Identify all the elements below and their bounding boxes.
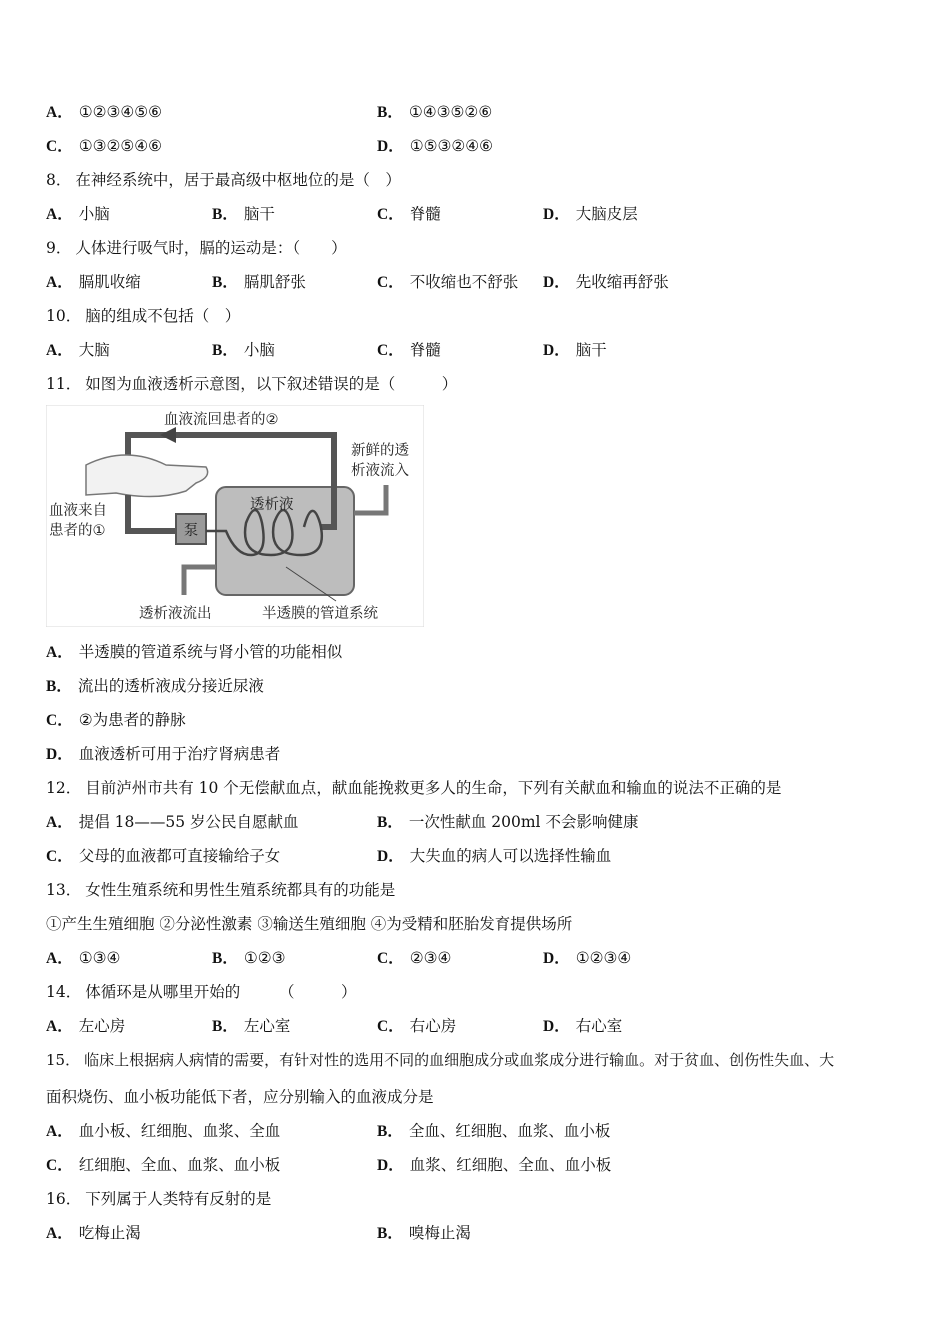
- dialysis-diagram: [46, 405, 424, 627]
- label-blood-return: 血液流回患者的②: [164, 412, 279, 428]
- option-label: B．: [377, 1123, 403, 1140]
- q12-stem: [46, 778, 781, 798]
- q15-stem-line1: [46, 1050, 834, 1070]
- q8-option-c: [377, 204, 441, 225]
- q16-stem: [46, 1189, 271, 1209]
- option-label: A．: [46, 950, 73, 967]
- option-label: B．: [212, 342, 238, 359]
- question-text: 在神经系统中，居于最高级中枢地位的是（ ）: [75, 171, 401, 189]
- option-text: ①③②⑤④⑥: [78, 137, 163, 155]
- question-number: 10．: [46, 307, 82, 325]
- option-text: 大失血的病人可以选择性输血: [409, 847, 612, 865]
- option-text: 小脑: [243, 341, 275, 359]
- q13-stem: [46, 880, 395, 900]
- q15-option-b: [377, 1121, 610, 1142]
- label-membrane: 半透膜的管道系统: [262, 606, 378, 622]
- q14-option-b: [212, 1016, 290, 1037]
- option-label: A．: [46, 1123, 73, 1140]
- option-text: 流出的透析液成分接近尿液: [77, 677, 264, 695]
- q14-option-a: [46, 1016, 125, 1037]
- question-number: 13．: [46, 881, 82, 899]
- option-label: B．: [212, 950, 238, 967]
- q13-option-d: [543, 948, 631, 969]
- option-text: ①③④: [78, 949, 121, 967]
- option-label: A．: [46, 1225, 73, 1242]
- q8-stem: [46, 170, 401, 190]
- q16-option-a: [46, 1223, 141, 1244]
- question-number: 9．: [46, 239, 72, 257]
- option-text: ①⑤③②④⑥: [409, 137, 494, 155]
- option-text: 大脑: [78, 341, 110, 359]
- label-outflow: 透析液流出: [139, 606, 212, 622]
- option-label: A．: [46, 644, 73, 661]
- option-label: A．: [46, 206, 73, 223]
- option-label: C．: [46, 1157, 73, 1174]
- option-text: 膈肌舒张: [243, 273, 306, 291]
- option-label: D．: [543, 274, 570, 291]
- option-label: C．: [377, 274, 404, 291]
- option-label: C．: [46, 712, 73, 729]
- q10-option-d: [543, 340, 607, 361]
- option-text: 右心室: [575, 1017, 623, 1035]
- q12-option-b: [377, 812, 638, 833]
- option-label: A．: [46, 814, 73, 831]
- option-text: 血液透析可用于治疗肾病患者: [78, 745, 281, 763]
- q12-option-c: [46, 846, 280, 867]
- option-label: D．: [377, 1157, 404, 1174]
- option-text: ①④③⑤②⑥: [408, 103, 493, 121]
- q8-option-a: [46, 204, 110, 225]
- option-text: 父母的血液都可直接输给子女: [78, 847, 281, 865]
- q10-stem: [46, 306, 240, 326]
- option-label: C．: [377, 342, 404, 359]
- option-label: D．: [377, 138, 404, 155]
- q9-option-d: [543, 272, 669, 293]
- q11-stem: [46, 374, 457, 394]
- question-number: 14．: [46, 983, 82, 1001]
- question-text: 人体进行吸气时，膈的运动是：（ ）: [75, 239, 347, 257]
- q12-option-d: [377, 846, 611, 867]
- option-label: D．: [46, 746, 73, 763]
- option-label: C．: [46, 848, 73, 865]
- q10-option-a: [46, 340, 110, 361]
- option-label: C．: [46, 138, 73, 155]
- question-number: 8．: [46, 171, 72, 189]
- q11-option-b: [46, 676, 264, 697]
- option-label: D．: [377, 848, 404, 865]
- option-label: A．: [46, 1018, 73, 1035]
- option-text: 小脑: [78, 205, 110, 223]
- option-text: 左心室: [243, 1017, 291, 1035]
- option-text: 血小板、红细胞、血浆、全血: [78, 1122, 281, 1140]
- question-number: 15．: [46, 1051, 81, 1069]
- option-label: D．: [543, 950, 570, 967]
- option-text: ①②③④: [575, 949, 632, 967]
- question-number: 11．: [46, 375, 82, 393]
- q13-option-a: [46, 948, 120, 969]
- q9-option-a: [46, 272, 141, 293]
- label-blood-from-line2: 患者的①: [49, 523, 106, 539]
- option-text: 膈肌收缩: [78, 273, 141, 291]
- question-text: 目前泸州市共有 10 个无偿献血点，献血能挽救更多人的生命，下列有关献血和输血的说法不正确的是: [85, 779, 782, 797]
- q7-option-b: [377, 102, 492, 123]
- q15-option-a: [46, 1121, 280, 1142]
- option-text: 脊髓: [409, 205, 441, 223]
- option-label: C．: [377, 950, 404, 967]
- q9-option-c: [377, 272, 518, 293]
- option-label: B．: [377, 104, 403, 121]
- q13-option-b: [212, 948, 286, 969]
- option-label: B．: [212, 1018, 238, 1035]
- q13-items: ①产生生殖细胞 ②分泌性激素 ③输送生殖细胞 ④为受精和胚胎发育提供场所: [46, 915, 573, 933]
- option-text: 半透膜的管道系统与肾小管的功能相似: [78, 643, 343, 661]
- option-text: 先收缩再舒张: [575, 273, 669, 291]
- option-text: ①②③: [243, 949, 286, 967]
- q12-option-a: [46, 812, 299, 833]
- q13-option-c: [377, 948, 451, 969]
- q11-option-c: [46, 710, 186, 731]
- q9-stem: [46, 238, 347, 258]
- option-label: B．: [377, 814, 403, 831]
- option-label: A．: [46, 274, 73, 291]
- q11-option-a: [46, 642, 342, 663]
- option-label: D．: [543, 206, 570, 223]
- q16-option-b: [377, 1223, 471, 1244]
- q15-option-d: [377, 1155, 611, 1176]
- option-text: 脊髓: [409, 341, 441, 359]
- q11-option-d: [46, 744, 280, 765]
- option-text: 一次性献血 200ml 不会影响健康: [408, 813, 639, 831]
- q14-stem: [46, 982, 357, 1002]
- option-text: 不收缩也不舒张: [409, 273, 519, 291]
- option-text: 左心房: [78, 1017, 126, 1035]
- q14-option-c: [377, 1016, 456, 1037]
- option-text: 嗅梅止渴: [408, 1224, 471, 1242]
- option-label: B．: [46, 678, 72, 695]
- option-text: 脑干: [243, 205, 275, 223]
- label-blood-from-line1: 血液来自: [49, 503, 107, 519]
- option-text: 红细胞、全血、血浆、血小板: [78, 1156, 281, 1174]
- q7-option-d: [377, 136, 493, 157]
- q8-option-d: [543, 204, 638, 225]
- label-dialysate: 透析液: [250, 497, 294, 513]
- option-text: 提倡 18——55 岁公民自愿献血: [78, 813, 299, 831]
- q7-option-c: [46, 136, 162, 157]
- option-text: ②③④: [409, 949, 452, 967]
- q8-option-b: [212, 204, 275, 225]
- option-text: 大脑皮层: [575, 205, 638, 223]
- option-label: C．: [377, 206, 404, 223]
- q7-option-a: [46, 102, 162, 123]
- q10-option-b: [212, 340, 275, 361]
- option-label: D．: [543, 342, 570, 359]
- option-text: ①②③④⑤⑥: [78, 103, 163, 121]
- option-text: ②为患者的静脉: [78, 711, 186, 729]
- question-text: 女性生殖系统和男性生殖系统都具有的功能是: [85, 881, 396, 899]
- label-fresh-line1: 新鲜的透: [351, 443, 409, 459]
- question-text: 体循环是从哪里开始的 （ ）: [85, 983, 357, 1001]
- option-label: A．: [46, 342, 73, 359]
- option-label: D．: [543, 1018, 570, 1035]
- option-text: 右心房: [409, 1017, 457, 1035]
- q14-option-d: [543, 1016, 622, 1037]
- option-label: B．: [377, 1225, 403, 1242]
- option-label: A．: [46, 104, 73, 121]
- q10-option-c: [377, 340, 441, 361]
- option-label: B．: [212, 274, 238, 291]
- option-text: 吃梅止渴: [78, 1224, 141, 1242]
- label-fresh-line2: 析液流入: [351, 463, 409, 479]
- question-number: 16．: [46, 1190, 82, 1208]
- q15-stem-line2: 面积烧伤、血小板功能低下者，应分别输入的血液成分是: [46, 1088, 434, 1106]
- q15-option-c: [46, 1155, 280, 1176]
- option-text: 全血、红细胞、血浆、血小板: [408, 1122, 611, 1140]
- option-label: C．: [377, 1018, 404, 1035]
- option-text: 脑干: [575, 341, 607, 359]
- question-text: 临床上根据病人病情的需要，有针对性的选用不同的血细胞成分或血浆成分进行输血。对于贫血、创伤性失血、大: [84, 1051, 835, 1069]
- question-text: 脑的组成不包括（ ）: [85, 307, 241, 325]
- q9-option-b: [212, 272, 306, 293]
- question-number: 12．: [46, 779, 82, 797]
- option-label: B．: [212, 206, 238, 223]
- pump-label: 泵: [183, 523, 199, 539]
- question-text: 下列属于人类特有反射的是: [85, 1190, 272, 1208]
- question-text: 如图为血液透析示意图，以下叙述错误的是（ ）: [85, 375, 458, 393]
- option-text: 血浆、红细胞、全血、血小板: [409, 1156, 612, 1174]
